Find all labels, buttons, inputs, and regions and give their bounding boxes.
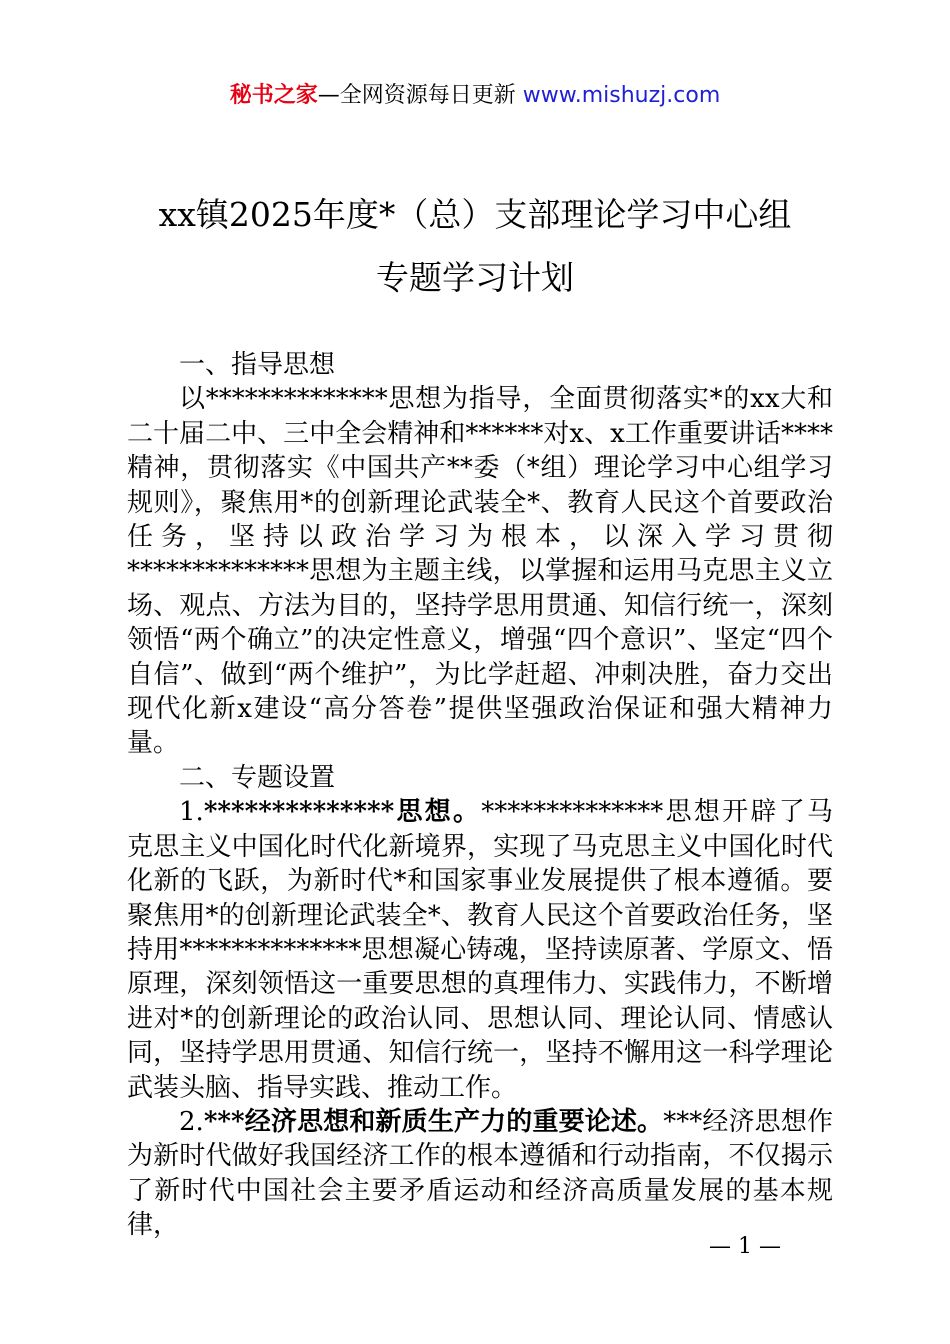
topic-item-1-title: **************思想。 xyxy=(203,797,482,828)
site-brand: 秘书之家 xyxy=(229,83,318,108)
topic-item-2-title: ***经济思想和新质生产力的重要论述。 xyxy=(203,1106,664,1137)
topic-item-2-number: 2. xyxy=(179,1106,204,1137)
topic-item-2-body: ***经济思想作为新时代做好我国经济工作的根本遵循和行动指南，不仅揭示了新时代中国社会主要矛盾运动和经济高质量发展的基本规律， xyxy=(127,1106,833,1241)
section-2-heading: 二、专题设置 xyxy=(179,762,336,793)
topic-item-2 xyxy=(127,1105,833,1243)
topic-item-1 xyxy=(127,795,833,1105)
page-number: — 1 — xyxy=(709,1234,781,1259)
section-1-heading: 一、指导思想 xyxy=(179,350,336,380)
site-tagline: —全网资源每日更新 xyxy=(317,83,523,108)
document-title-line-1: xx镇2025年度*（总）支部理论学习中心组 xyxy=(158,195,792,234)
site-header xyxy=(0,80,950,112)
topic-item-1-number: 1. xyxy=(179,797,204,828)
site-url-link[interactable]: www.mishuzj.com xyxy=(522,83,721,108)
document-title-line-2: 专题学习计划 xyxy=(376,258,574,297)
topic-item-1-body: **************思想开辟了马克思主义中国化时代化新境界，实现了马克思主义中国化时代化新的飞跃，为新时代*和国家事业发展提供了根本遵循。要聚焦用*的创新理论武装全*、教育人民这个首要政治任务，坚持用**************思想凝心铸魂，坚持读原著、学原文、悟原理，深刻领悟这一重要思想的真理伟力、实践伟力，不断增进对*的创新理论的政治认同、思想认同、理论认同、情感认同，坚持学思用贯通、知信行统一，坚持不懈用这一科学理论武装头脑、指导实践、推动工作。 xyxy=(127,797,833,1103)
document-body xyxy=(127,348,833,1243)
section-1-paragraph: 以**************思想为指导，全面贯彻落实*的xx大和二十届二中、三中全会精神和******对x、x工作重要讲话****精神，贯彻落实《中国共产**委（*组）理论学习中心组学习规则》，聚焦用*的创新理论武装全*、教育人民这个首要政治任务，坚持以政治学习为根本，以深入学习贯彻**************思想为主题主线，以掌握和运用马克思主义立场、观点、方法为目的，坚持学思用贯通、知信行统一，深刻领悟“两个确立”的决定性意义，增强“四个意识”、坚定“四个自信”、做到“两个维护”，为比学赶超、冲刺决胜，奋力交出现代化新x建设“高分答卷”提供坚强政治保证和强大精神力量。 xyxy=(127,384,833,759)
